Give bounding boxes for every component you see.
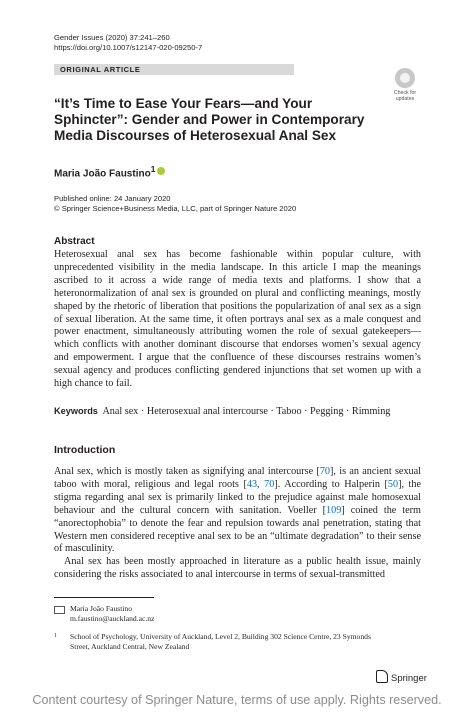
check-for-updates-badge[interactable] bbox=[390, 68, 420, 102]
footnote-divider bbox=[54, 597, 154, 598]
author-line bbox=[54, 164, 165, 179]
springer-horse-icon bbox=[376, 670, 388, 683]
citation-link[interactable]: 70 bbox=[319, 466, 331, 477]
contact-block bbox=[70, 604, 154, 624]
contact-email[interactable]: m.faustino@auckland.ac.nz bbox=[70, 614, 155, 623]
author-name[interactable]: Maria João Faustino bbox=[54, 168, 151, 180]
text-run: ], is an ancient sexual taboo with moral, religious and legal roots [ bbox=[54, 466, 421, 490]
citation-link[interactable]: 70 bbox=[264, 478, 275, 490]
introduction-heading: Introduction bbox=[54, 444, 116, 456]
orcid-icon[interactable] bbox=[157, 167, 165, 175]
footnote-mark: 1 bbox=[54, 633, 57, 639]
published-date: Published online: 24 January 2020 bbox=[54, 194, 171, 203]
contact-name: Maria João Faustino bbox=[70, 604, 133, 613]
envelope-icon bbox=[54, 606, 65, 614]
paragraph: Anal sex has been mostly approached in literature as a public health issue, mainly considering the risks associated to anal intercourse in terms of sexual-transmitted bbox=[54, 556, 421, 581]
publisher-name: Springer bbox=[391, 673, 427, 684]
courtesy-notice: Content courtesy of Springer Nature, terms of use apply. Rights reserved. bbox=[32, 693, 442, 707]
abstract-heading: Abstract bbox=[54, 236, 95, 247]
journal-citation bbox=[54, 33, 202, 53]
journal-line: Gender Issues (2020) 37:241–260 bbox=[54, 33, 170, 42]
citation-link[interactable]: 50 bbox=[387, 478, 399, 490]
publisher-logo bbox=[376, 670, 427, 684]
article-type-banner bbox=[54, 64, 294, 75]
footnote-text: School of Psychology, University of Auckland, Level 2, Building 302 Science Centre, 23 Symonds Street, Auckland Central, New Zealand bbox=[70, 632, 371, 651]
text-run: , bbox=[257, 478, 265, 490]
introduction-body bbox=[54, 466, 421, 582]
keywords-line bbox=[54, 406, 421, 417]
check-updates-label: Check for updates bbox=[393, 90, 417, 102]
citation-link[interactable]: 109 bbox=[326, 504, 342, 516]
text-run: Anal sex, which is mostly taken as signifying anal intercourse [ bbox=[54, 466, 320, 477]
article-type-label: ORIGINAL ARTICLE bbox=[60, 65, 141, 74]
abstract-text: Heterosexual anal sex has become fashionable within popular culture, with unprecedented visibility in the media landscape. In this article I map the meanings ascribed to it across a wide range of media texts and platforms. I show that a heteronormalization of anal sex is grounded on plural and conflicting meanings, mostly shaped by the rhetoric of liberation that positions the popularization of anal sex as a sign of sexual liberation. At the same time, it often portrays anal sex as a male conquest and power enactment, simultaneously attributing women the role of sexual gatekeepers—which conflicts with another dominant discourse that endorses women’s sexual agency and empowerment. I argue that the confluence of these discourses restrains women’s sexual agency and produces conflicting gendered injunctions that set women up with a high chance to fail. bbox=[54, 249, 421, 390]
author-affiliation-mark: 1 bbox=[150, 164, 156, 174]
citation-link[interactable]: 43 bbox=[246, 478, 258, 490]
text-run: ] coined the term “anorectophobia” to denote the fear and repulsion towards anal penetration, stating that Western men considered receptive anal sex to be an “ultimate degradation” to their sense of masculinity. bbox=[54, 504, 421, 555]
copyright-line: © Springer Science+Business Media, LLC, part of Springer Nature 2020 bbox=[54, 204, 297, 213]
doi-link[interactable]: https://doi.org/10.1007/s12147-020-09250-7 bbox=[54, 43, 203, 52]
paragraph bbox=[54, 466, 421, 556]
check-updates-icon bbox=[395, 68, 415, 88]
text-run: ], the stigma regarding anal sex is primarily linked to the prejudice against male homosexual behaviour and the cultural concern with sanitation. Voeller [ bbox=[54, 478, 421, 516]
text-run: ]. According to Halperin [ bbox=[274, 478, 388, 490]
keywords-label: Keywords bbox=[54, 406, 98, 416]
article-title: “It’s Time to Ease Your Fears—and Your Sphincter”: Gender and Power in Contemporary Media Discourses of Heterosexual Anal Sex bbox=[54, 96, 365, 143]
publication-info bbox=[54, 194, 296, 214]
keywords-list: Anal sex · Heterosexual anal intercourse · Taboo · Pegging · Rimming bbox=[102, 406, 391, 417]
